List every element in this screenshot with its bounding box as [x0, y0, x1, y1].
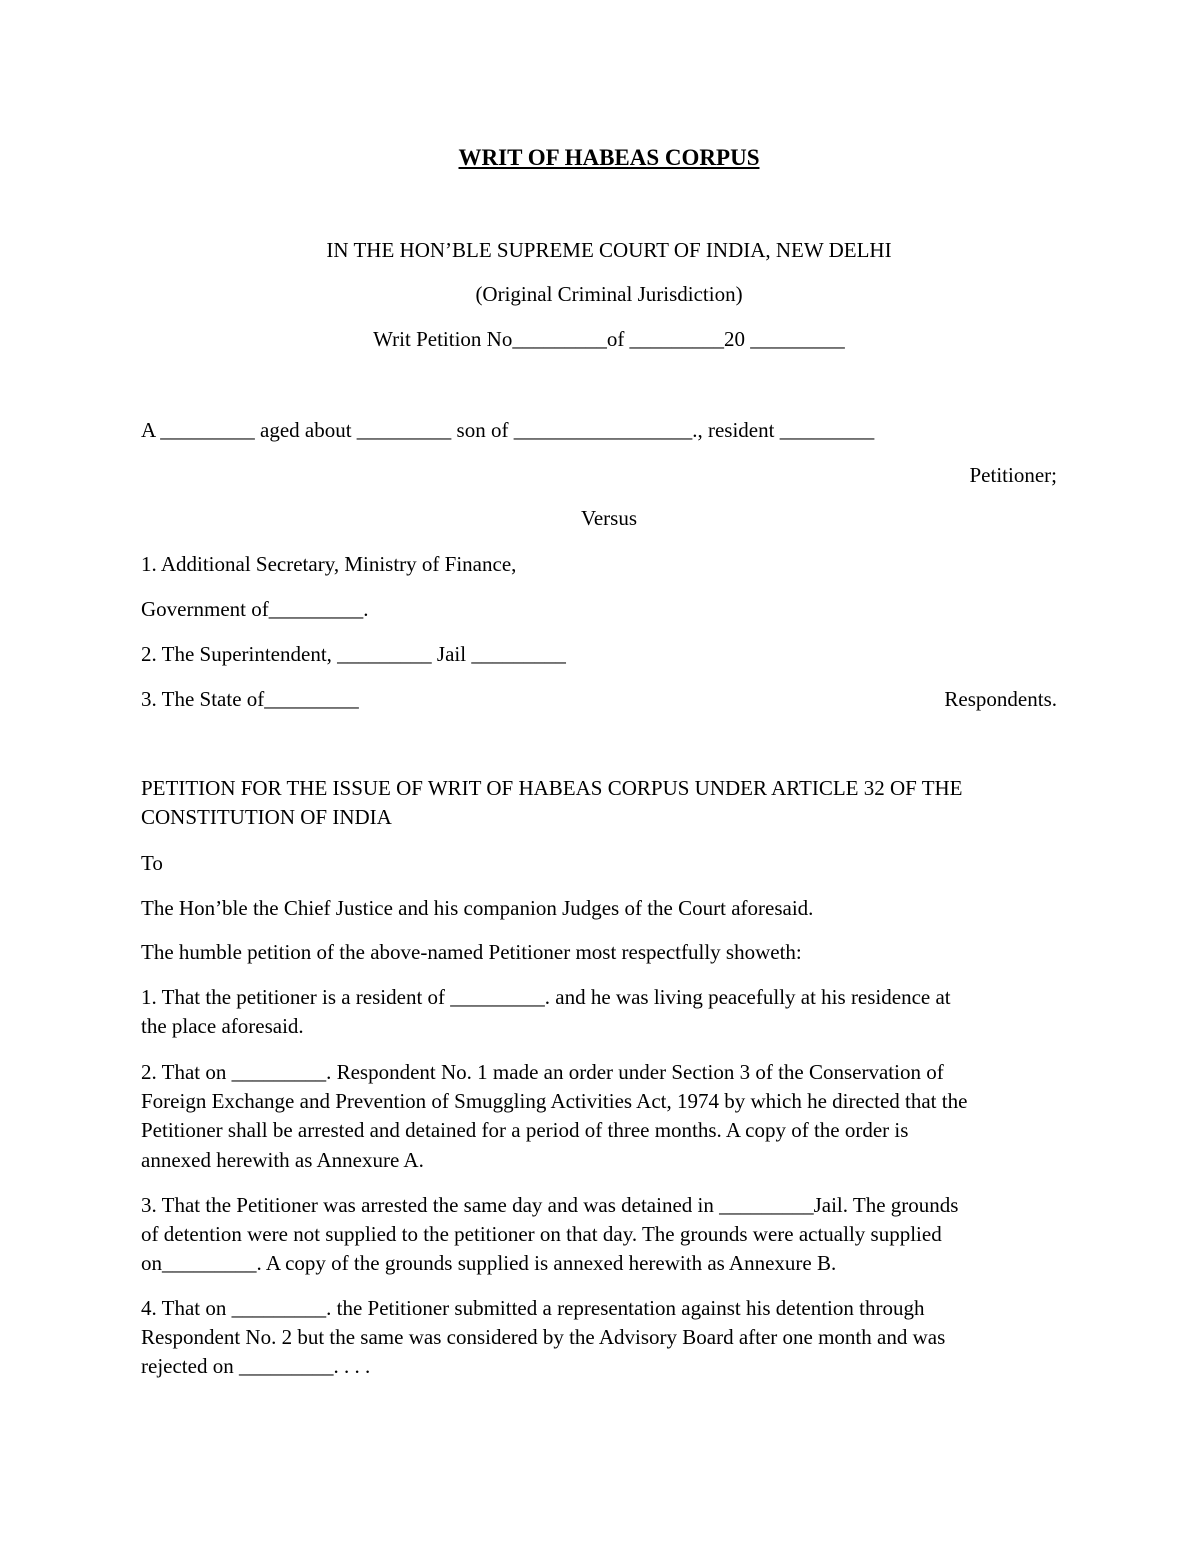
court-name: IN THE HON’BLE SUPREME COURT OF INDIA, NEW DELHI	[326, 238, 892, 262]
paragraph-line: Foreign Exchange and Prevention of Smuggling Activities Act, 1974 by which he directed that the	[141, 1089, 968, 1113]
petition-heading-line: PETITION FOR THE ISSUE OF WRIT OF HABEAS CORPUS UNDER ARTICLE 32 OF THE	[141, 776, 963, 800]
paragraph-line: Petitioner shall be arrested and detained for a period of three months. A copy of the order is	[141, 1118, 909, 1142]
document-title: WRIT OF HABEAS CORPUS	[458, 145, 760, 170]
versus-label: Versus	[581, 506, 637, 530]
jurisdiction: (Original Criminal Jurisdiction)	[475, 282, 743, 306]
paragraph-line: on_________. A copy of the grounds supplied is annexed herewith as Annexure B.	[141, 1251, 837, 1275]
petitioner-label: Petitioner;	[969, 463, 1057, 487]
petition-number: Writ Petition No_________of _________20 _________	[373, 327, 845, 351]
paragraph-line: 4. That on _________. the Petitioner submitted a representation against his detention through	[141, 1296, 925, 1320]
paragraph-line: 3. That the Petitioner was arrested the same day and was detained in _________Jail. The grounds	[141, 1193, 959, 1217]
salutation: To	[141, 851, 163, 875]
paragraph-line: 2. That on _________. Respondent No. 1 made an order under Section 3 of the Conservation of	[141, 1060, 944, 1084]
petition-heading-line: CONSTITUTION OF INDIA	[141, 805, 392, 829]
intro-line: The humble petition of the above-named Petitioner most respectfully showeth:	[141, 940, 802, 964]
paragraph-line: annexed herewith as Annexure A.	[141, 1148, 424, 1172]
respondent-line: 2. The Superintendent, _________ Jail _________	[141, 642, 566, 666]
respondent-line: Government of_________.	[141, 597, 369, 621]
addressee: The Hon’ble the Chief Justice and his companion Judges of the Court aforesaid.	[141, 896, 814, 920]
paragraph-line: of detention were not supplied to the petitioner on that day. The grounds were actually supplied	[141, 1222, 942, 1246]
petitioner-details: A _________ aged about _________ son of _________________., resident _________	[141, 418, 875, 442]
respondents-label: Respondents.	[944, 687, 1057, 711]
respondent-line: 1. Additional Secretary, Ministry of Finance,	[141, 552, 517, 576]
paragraph-line: Respondent No. 2 but the same was considered by the Advisory Board after one month and was	[141, 1325, 946, 1349]
paragraph-line: 1. That the petitioner is a resident of _________. and he was living peacefully at his residence at	[141, 985, 951, 1009]
paragraph-line: the place aforesaid.	[141, 1014, 304, 1038]
respondent-line: 3. The State of_________	[141, 687, 359, 711]
paragraph-line: rejected on _________. . . .	[141, 1354, 371, 1378]
